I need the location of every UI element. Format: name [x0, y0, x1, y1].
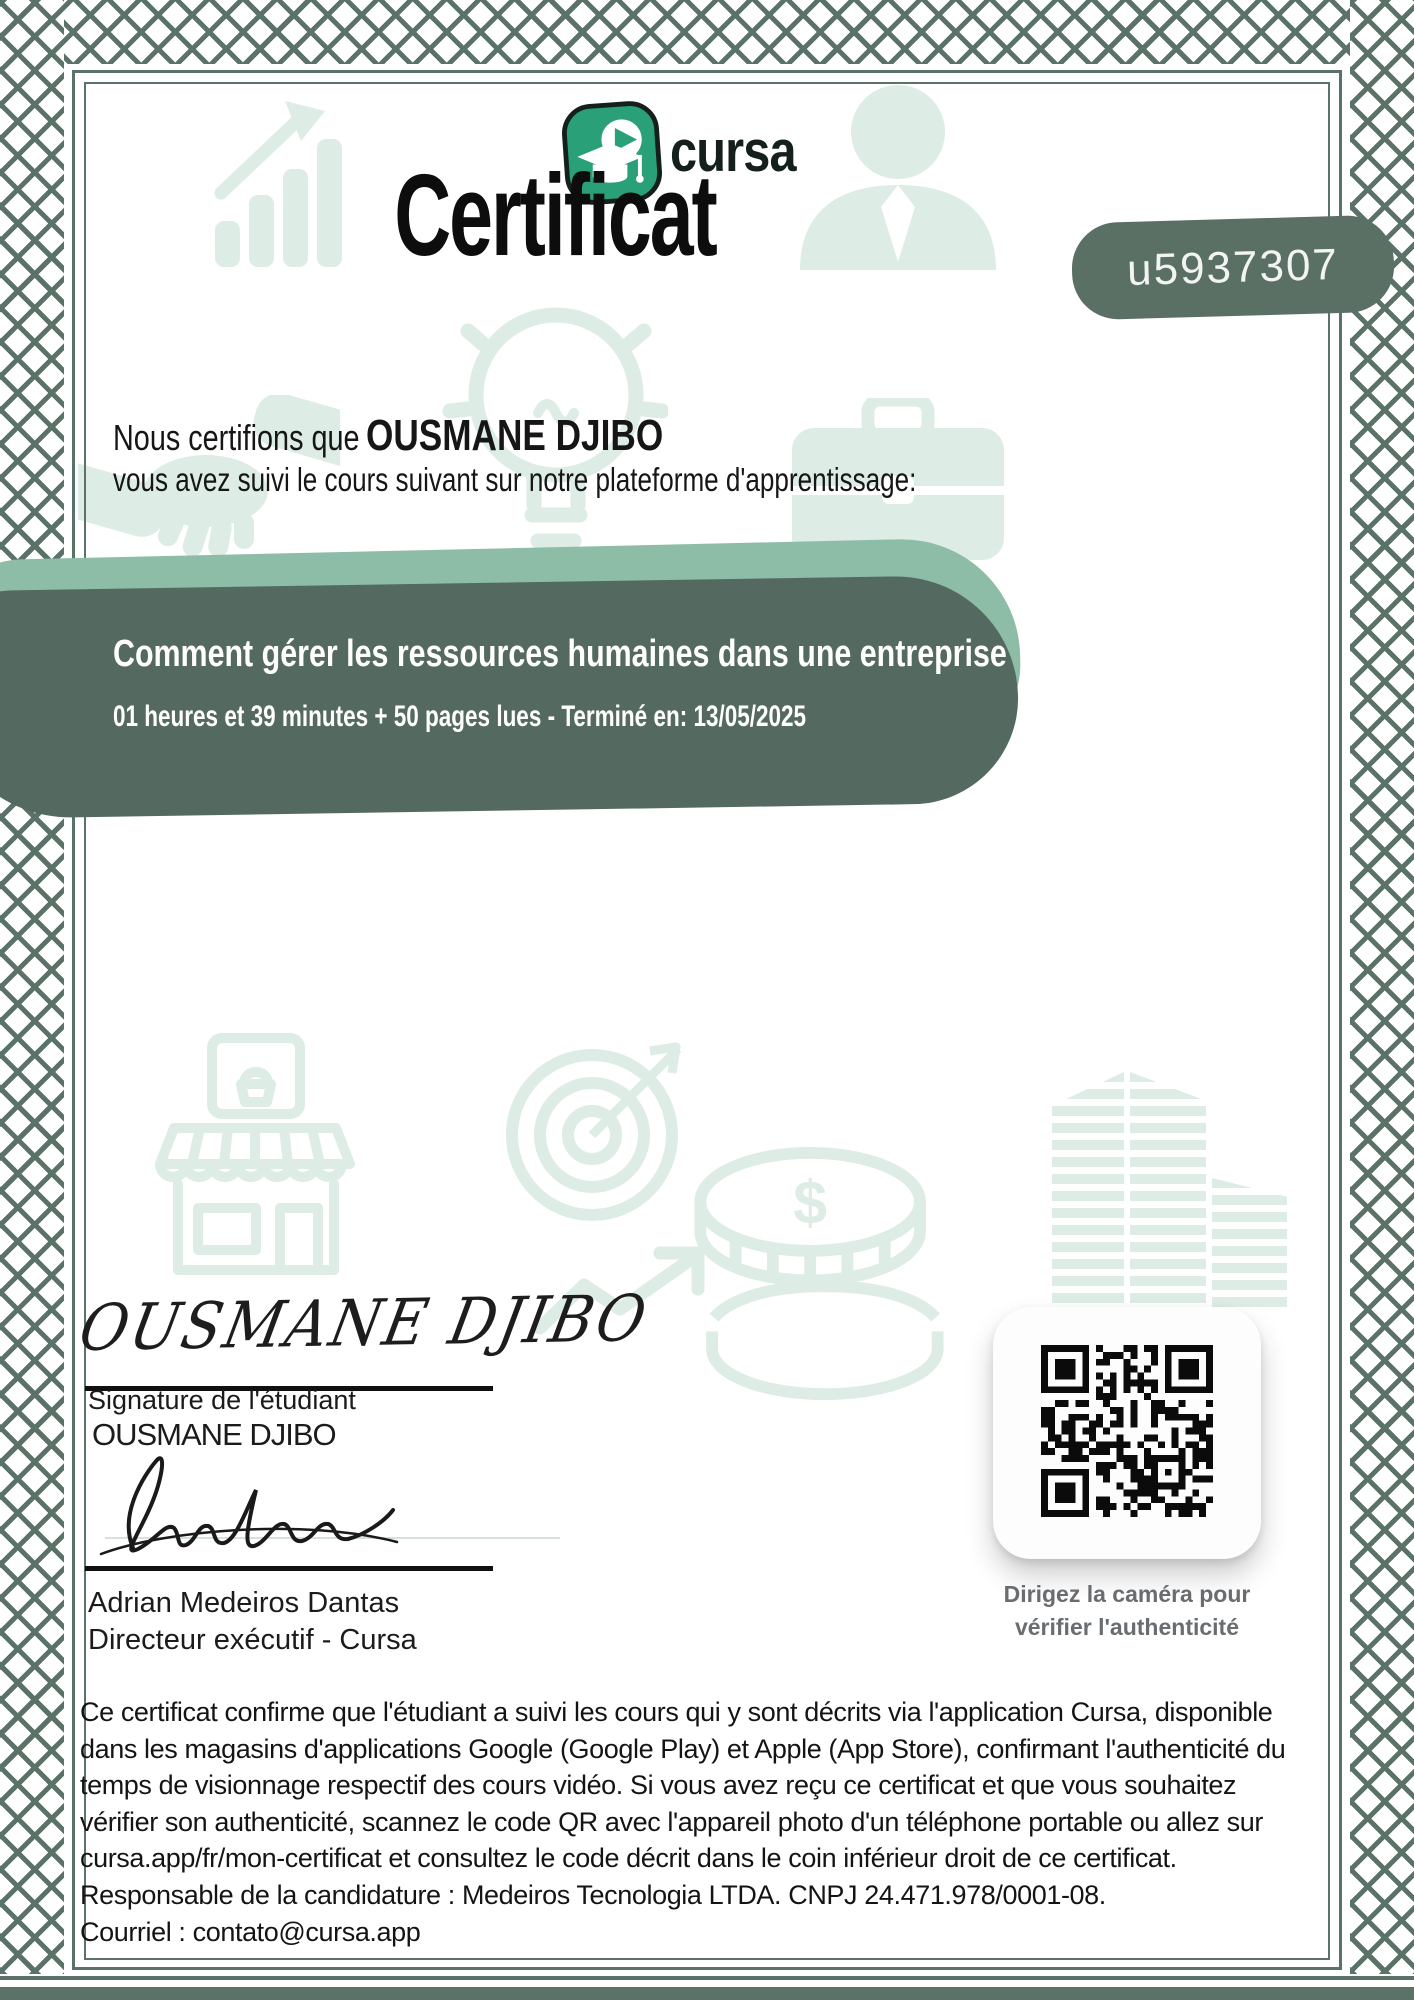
qr-caption-line-2: vérifier l'authenticité: [1014, 1614, 1240, 1640]
svg-text:$: $: [793, 1168, 828, 1237]
footer-line: temps de visionnage respectif des cours vidéo. Si vous avez reçu ce certificat et que vous souhaitez: [80, 1770, 1237, 1801]
certificate-title: Certificat: [394, 150, 716, 280]
footer-line: Courriel : contato@cursa.app: [80, 1916, 421, 1947]
intro-line-2: vous avez suivi le cours suivant sur notre plateforme d'apprentissage:: [113, 461, 917, 498]
student-signature-label: Signature de l'étudiant: [88, 1385, 356, 1415]
director-role: Directeur exécutif - Cursa: [88, 1624, 417, 1656]
course-title: Comment gérer les ressources humaines dans une entreprise: [113, 633, 1007, 675]
student-signature-name: OUSMANE DJIBO: [92, 1417, 336, 1452]
director-signature-scrawl-icon: [95, 1452, 405, 1564]
footer-line: Responsable de la candidature : Medeiros Tecnologia LTDA. CNPJ 24.471.978/0001-08.: [80, 1879, 1106, 1910]
student-signature-script: OUSMANE DJIBO: [73, 1282, 655, 1366]
border-pattern-left: [0, 0, 64, 1974]
border-pattern-top: [0, 0, 1414, 64]
border-bottom-band: [0, 1987, 1414, 2000]
certify-prefix: Nous certifions que: [113, 417, 360, 458]
director-signature-line: [85, 1566, 493, 1571]
footer-line: dans les magasins d'applications Google (Google Play) et Apple (App Store), confirmant l'authenticité du: [80, 1733, 1286, 1764]
qr-code: [1041, 1345, 1213, 1517]
border-bottom-line: [0, 1976, 1414, 1980]
student-name-inline: OUSMANE DJIBO: [365, 411, 664, 460]
brand-wordmark: cursa: [670, 119, 796, 184]
qr-caption: [955, 1578, 1299, 1644]
course-panel: [0, 575, 1020, 820]
qr-caption-line-1: Dirigez la caméra pour: [1003, 1581, 1251, 1607]
footer-text: [80, 1694, 1285, 1950]
director-name: Adrian Medeiros Dantas: [88, 1587, 400, 1619]
inner-frame-inner: [84, 82, 1330, 1960]
course-details: 01 heures et 39 minutes + 50 pages lues - Terminé en: 13/05/2025: [113, 700, 807, 733]
footer-line: Ce certificat confirme que l'étudiant a suivi les cours qui y sont décrits via l'application Cursa, disponible: [80, 1697, 1273, 1727]
certificate-id: u5937307: [1126, 239, 1340, 295]
footer-line: vérifier son authenticité, scannez le code QR avec l'appareil photo d'un téléphone portable ou allez sur: [80, 1806, 1263, 1837]
certificate-id-badge: [1071, 215, 1396, 321]
intro-line-1: [113, 411, 663, 461]
footer-line: cursa.app/fr/mon-certificat et consultez le code décrit dans le coin inférieur droit de ce certificat.: [80, 1843, 1177, 1874]
